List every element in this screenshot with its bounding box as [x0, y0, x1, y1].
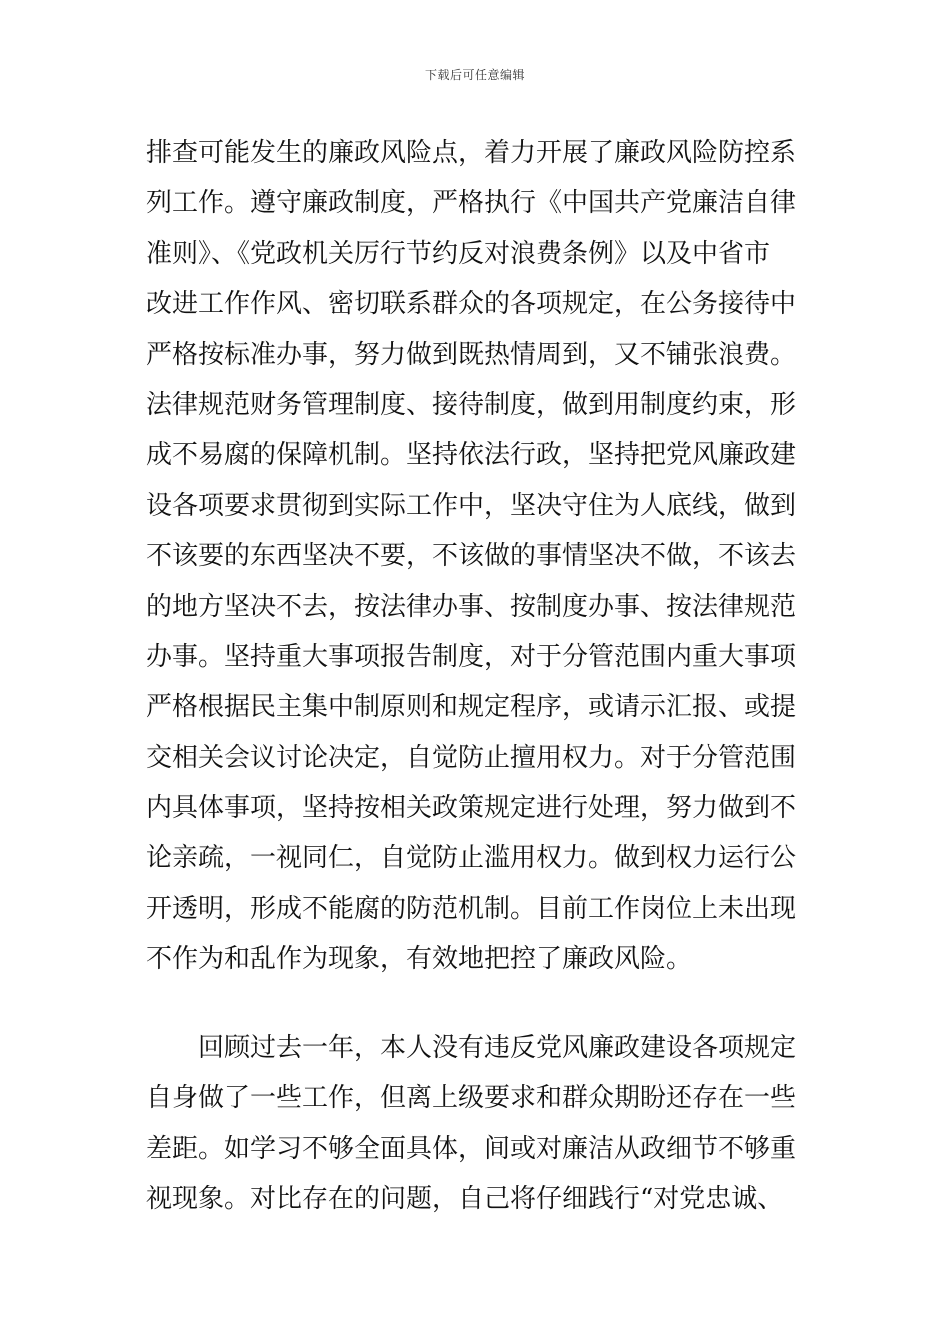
paragraph-line: 严格根据民主集中制原则和规定程序，或请示汇报、或提	[146, 692, 797, 723]
paragraph-line: 内具体事项，坚持按相关政策规定进行处理，努力做到不	[146, 793, 797, 824]
paragraph-line: 改进工作作风、密切联系群众的各项规定，在公务接待中	[146, 289, 797, 320]
paragraph-line: 排查可能发生的廉政风险点，着力开展了廉政风险防控系	[146, 138, 797, 168]
paragraph-line: 不作为和乱作为现象，有效地把控了廉政风险。	[146, 944, 693, 975]
paragraph-line: 交相关会议讨论决定，自觉防止擅用权力。对于分管范围	[146, 742, 797, 773]
paragraph-line: 的地方坚决不去，按法律办事、按制度办事、按法律规范	[146, 591, 797, 622]
paragraph-line: 准则》、《党政机关厉行节约反对浪费条例》以及中省市	[146, 238, 771, 269]
page-header: 下载后可任意编辑	[424, 68, 525, 82]
paragraph-line: 成不易腐的保障机制。坚持依法行政，坚持把党风廉政建	[146, 440, 797, 471]
paragraph-line: 严格按标准办事，努力做到既热情周到，又不铺张浪费。	[146, 339, 797, 370]
paragraph-line: 设各项要求贯彻到实际工作中，坚决守住为人底线，做到	[146, 490, 797, 521]
paragraph-line: 不该要的东西坚决不要，不该做的事情坚决不做，不该去	[146, 541, 797, 572]
paragraph-line: 法律规范财务管理制度、接待制度，做到用制度约束，形	[146, 389, 797, 420]
paragraph-line: 差距。如学习不够全面具体，间或对廉洁从政细节不够重	[146, 1133, 797, 1164]
paragraph-line: 回顾过去一年，本人没有违反党风廉政建设各项规定	[198, 1033, 797, 1063]
paragraph-line: 自身做了一些工作，但离上级要求和群众期盼还存在一些	[146, 1083, 797, 1114]
paragraph-line: 论亲疏，一视同仁，自觉防止滥用权力。做到权力运行公	[146, 843, 797, 874]
paragraph-line: 办事。坚持重大事项报告制度，对于分管范围内重大事项	[146, 641, 797, 672]
paragraph-2	[146, 1023, 806, 1225]
paragraph-line: 列工作。遵守廉政制度，严格执行《中国共产党廉洁自律	[146, 188, 797, 219]
paragraph-1	[146, 128, 806, 985]
paragraph-line: 视现象。对比存在的问题，自己将仔细践行“对党忠诚、	[146, 1184, 784, 1215]
paragraph-line: 开透明，形成不能腐的防范机制。目前工作岗位上未出现	[146, 893, 797, 924]
